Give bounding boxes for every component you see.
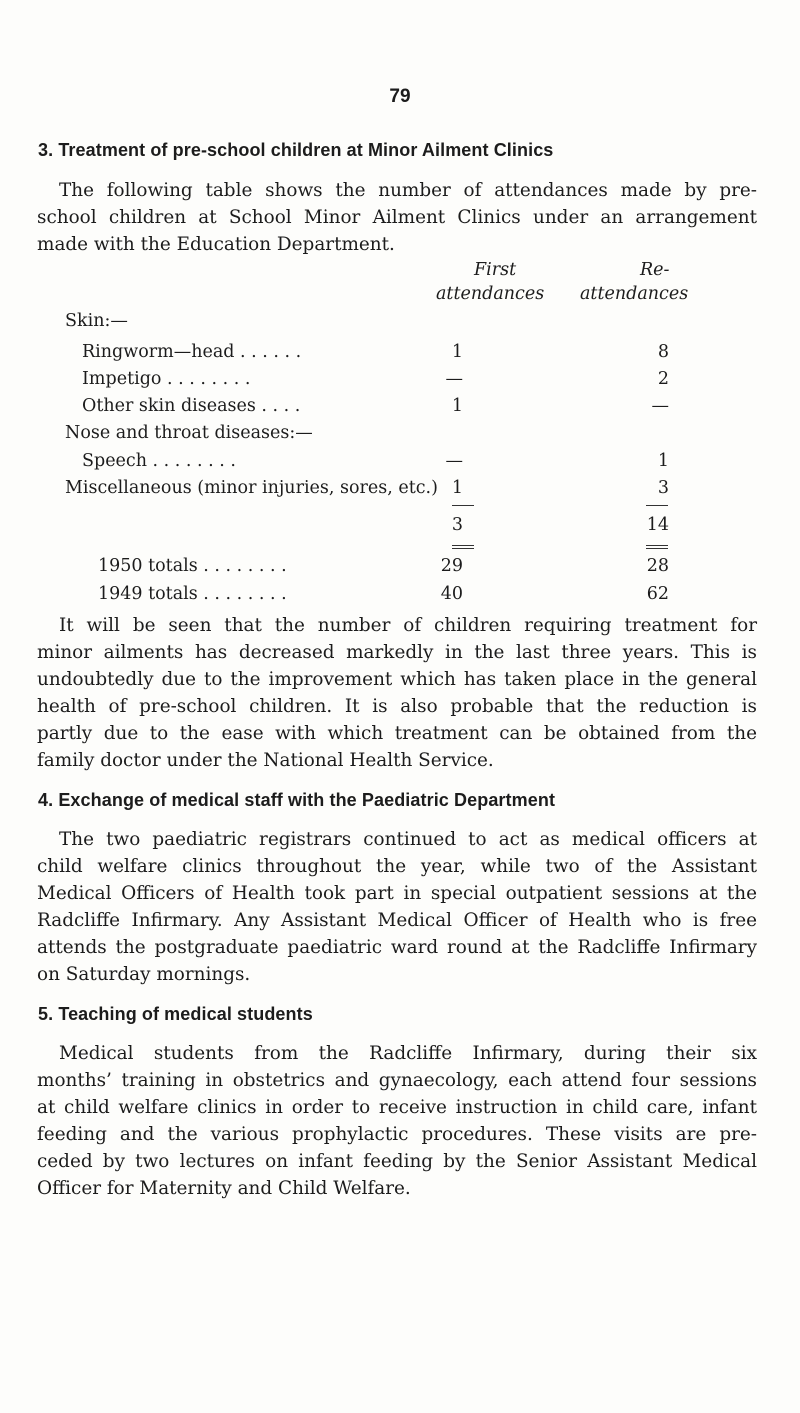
paragraph-line: minor ailments has decreased markedly in the last three years. This is [37,642,757,663]
row-label: 1949 totals . . . . . . . . [98,584,287,604]
paragraph-line: attends the postgraduate paediatric ward round at the Radcliffe Infirmary [37,937,757,958]
paragraph-line: Radcliffe Infirmary. Any Assistant Medical Officer of Health who is free [37,910,757,931]
paragraph-line: made with the Education Department. [37,234,395,255]
double-rule [452,545,474,549]
paragraph-line: months’ training in obstetrics and gynaecology, each attend four sessions [37,1070,757,1091]
section-3-intro [37,177,757,258]
first-attendances-value: 1 [451,478,463,498]
subtotal-row [0,515,800,539]
section-3-heading: 3. Treatment of pre-school children at Minor Ailment Clinics [38,140,554,160]
table-row [0,342,800,366]
re-attendances-value: 1 [657,451,669,471]
paragraph-line: child welfare clinics throughout the year, while two of the Assistant [37,856,757,877]
section-3-discussion [37,612,757,774]
col-re-header-line2: attendances [580,284,689,304]
table-row [0,311,800,335]
first-attendances-subtotal: 3 [451,515,463,535]
first-attendances-value: 29 [440,556,463,576]
double-rule [646,545,668,549]
page-number: 79 [389,86,411,107]
paragraph-line: on Saturday mornings. [37,964,251,985]
row-label: Speech . . . . . . . . [82,451,236,471]
paragraph-line: partly due to the ease with which treatment can be obtained from the [37,723,757,744]
table-row [0,478,800,502]
row-label: Impetigo . . . . . . . . [82,369,251,389]
paragraph-line: The two paediatric registrars continued to act as medical officers at [59,829,757,850]
paragraph-line: The following table shows the number of attendances made by pre- [59,180,757,201]
row-label: 1950 totals . . . . . . . . [98,556,287,576]
first-attendances-value: 1 [451,396,463,416]
re-attendances-value: 2 [657,369,669,389]
paragraph-line: feeding and the various prophylactic procedures. These visits are pre- [37,1124,757,1145]
table-row [0,369,800,393]
re-attendances-value: 62 [646,584,669,604]
table-row [0,423,800,447]
section-5-body [37,1040,757,1202]
row-label: Nose and throat diseases:— [65,423,313,443]
paragraph-line: ceded by two lectures on infant feeding by the Senior Assistant Medical [37,1151,757,1172]
paragraph-line: Medical Officers of Health took part in special outpatient sessions at the [37,883,757,904]
section-5-heading: 5. Teaching of medical students [38,1004,313,1024]
row-label: Ringworm—head . . . . . . [82,342,302,362]
table-row [0,451,800,475]
col-re-header-line1: Re- [640,260,670,280]
first-attendances-value: — [445,369,463,389]
table-row [0,396,800,420]
re-attendances-value: 3 [657,478,669,498]
re-attendances-value: 8 [657,342,669,362]
col-first-header-line2: attendances [436,284,545,304]
col-first-header-line1: First [474,260,517,280]
row-label: Skin:— [65,311,128,331]
first-attendances-value: 1 [451,342,463,362]
row-label: Other skin diseases . . . . [82,396,301,416]
first-attendances-value: 40 [440,584,463,604]
paragraph-line: Medical students from the Radcliffe Infirmary, during their six [59,1043,757,1064]
re-attendances-subtotal: 14 [646,515,669,535]
paragraph-line: school children at School Minor Ailment Clinics under an arrangement [37,207,757,228]
row-label: Miscellaneous (minor injuries, sores, etc.) [65,478,438,498]
totals-row [0,584,800,608]
paragraph-line: undoubtedly due to the improvement which has taken place in the general [37,669,757,690]
paragraph-line: at child welfare clinics in order to receive instruction in child care, infant [37,1097,757,1118]
re-attendances-value: — [651,396,669,416]
paragraph-line: It will be seen that the number of children requiring treatment for [59,615,757,636]
totals-row [0,556,800,580]
first-attendances-value: — [445,451,463,471]
re-attendances-value: 28 [646,556,669,576]
paragraph-line: family doctor under the National Health Service. [37,750,494,771]
subtotal-rule [452,505,474,506]
subtotal-rule [646,505,668,506]
paragraph-line: Officer for Maternity and Child Welfare. [37,1178,411,1199]
section-4-heading: 4. Exchange of medical staff with the Paediatric Department [38,790,556,810]
section-4-body [37,826,757,988]
paragraph-line: health of pre-school children. It is also probable that the reduction is [37,696,757,717]
